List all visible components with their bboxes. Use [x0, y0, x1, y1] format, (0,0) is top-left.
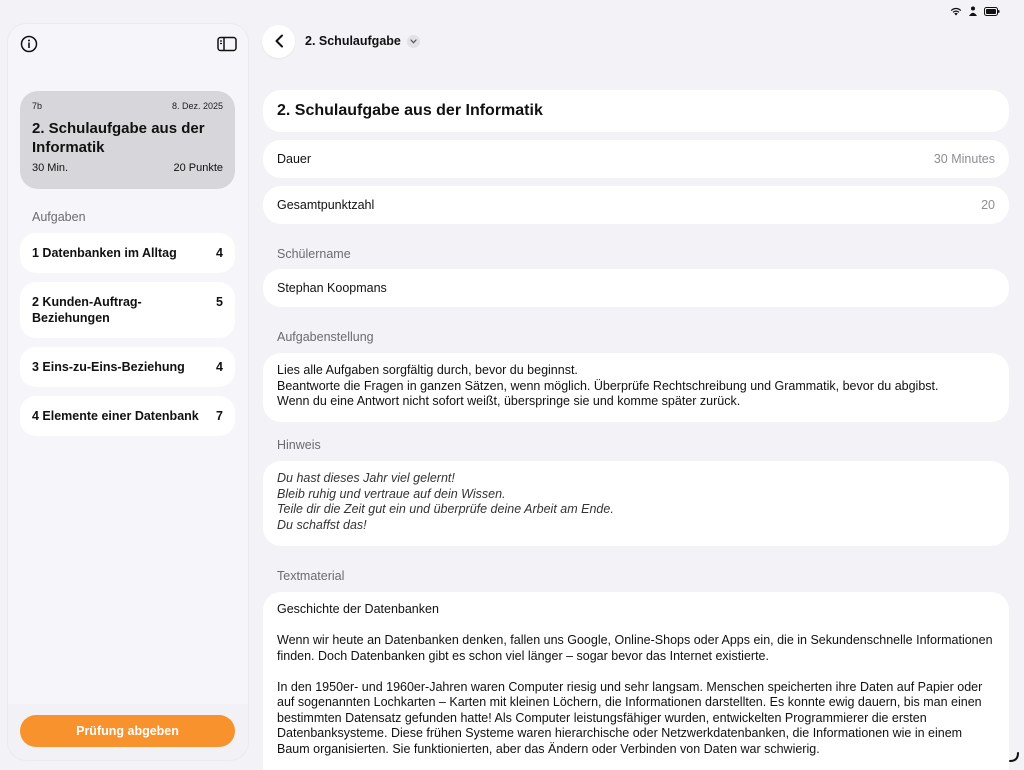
material-paragraph: In den 1950er- und 1960er-Jahren waren Computer riesig und sehr langsam. Menschen speicherten ihre Daten auf Papier oder auf sogenannten Lochkarten – Karten mit kleinen Löchern, die Informationen darstellten. Es konnte ewig dauern, bis man einen bestimmten Datensatz gefunden hatte! Als Computer leistungsfähiger wurden, entwickelten Programmierer die ersten Datenbanksysteme. Diese frühen Systeme waren hierarchische oder Netzwerkdatenbanken, die Informationen wie in einem Baum organisierten. Sie funktionierten, aber das Ändern oder Verbinden von Daten war schwierig. [277, 680, 995, 758]
duration-row [263, 140, 1009, 178]
duration-value: 30 Minutes [934, 152, 995, 166]
back-button[interactable] [262, 25, 295, 58]
instruction-line: Beantworte die Fragen in ganzen Sätzen, wenn möglich. Überprüfe Rechtschreibung und Grammatik, bevor du abgibst. [277, 379, 995, 395]
hint-line: Teile dir die Zeit gut ein und überprüfe deine Arbeit am Ende. [277, 502, 995, 518]
exam-points: 20 Punkte [173, 162, 223, 174]
wifi-icon [950, 6, 962, 16]
task-item-1[interactable] [20, 233, 235, 273]
exam-card[interactable] [20, 91, 235, 189]
task-item-3[interactable] [20, 347, 235, 387]
task-label: 2 Kunden-Auftrag-Beziehungen [32, 294, 182, 326]
instruction-line: Wenn du eine Antwort nicht sofort weißt, überspringe sie und komme später zurück. [277, 394, 995, 410]
exam-title: 2. Schulaufgabe aus der Informatik [277, 102, 543, 120]
chevron-left-icon [274, 34, 284, 48]
chevron-down-icon [410, 39, 417, 44]
points-row [263, 186, 1009, 224]
title-menu-button[interactable] [407, 35, 420, 48]
material-title: Geschichte der Datenbanken [277, 602, 995, 618]
material-section-label: Textmaterial [263, 569, 1009, 583]
student-name: Stephan Koopmans [277, 281, 387, 295]
points-label: Gesamtpunktzahl [277, 198, 374, 212]
exam-class: 7b [32, 101, 42, 111]
tasks-section-label: Aufgaben [32, 210, 86, 224]
battery-icon [984, 7, 1000, 16]
student-section-label: Schülername [263, 247, 1009, 261]
main-content [263, 90, 1009, 770]
exam-card-footer [32, 162, 223, 174]
sidebar-toggle-button[interactable] [215, 32, 239, 56]
exam-card-title: 2. Schulaufgabe aus der Informatik [32, 119, 223, 157]
task-list [20, 233, 235, 445]
info-icon [20, 35, 38, 53]
task-item-2[interactable] [20, 282, 235, 338]
instruction-line: Lies alle Aufgaben sorgfältig durch, bevor du beginnst. [277, 363, 995, 379]
task-label: 4 Elemente einer Datenbank [32, 409, 199, 423]
resize-handle-icon [1008, 751, 1020, 763]
hint-line: Du hast dieses Jahr viel gelernt! [277, 471, 995, 487]
points-value: 20 [981, 198, 995, 212]
navigation-header [262, 24, 420, 58]
hint-section-label: Hinweis [263, 438, 1009, 452]
instructions-section-label: Aufgabenstellung [263, 330, 1009, 344]
task-points: 4 [216, 360, 223, 374]
task-label: 3 Eins-zu-Eins-Beziehung [32, 360, 185, 374]
task-points: 7 [216, 409, 223, 423]
exam-card-meta [32, 101, 223, 111]
instructions-card [263, 353, 1009, 422]
material-paragraph: Wenn wir heute an Datenbanken denken, fallen uns Google, Online-Shops oder Apps ein, die in Sekundenschnelle Informationen finden. Doch Datenbanken gibt es schon viel länger – sogar bevor das Internet existierte. [277, 633, 995, 664]
sidebar-toggle-icon [217, 36, 237, 52]
header-title[interactable]: 2. Schulaufgabe [305, 34, 401, 48]
exam-duration: 30 Min. [32, 162, 68, 174]
hint-card [263, 461, 1009, 546]
task-label: 1 Datenbanken im Alltag [32, 246, 177, 260]
info-button[interactable] [17, 32, 41, 56]
submit-exam-button[interactable]: Prüfung abgeben [20, 715, 235, 747]
exam-title-card [263, 90, 1009, 132]
hint-line: Du schaffst das! [277, 518, 995, 534]
person-icon [968, 6, 978, 16]
sidebar-toolbar [20, 32, 236, 56]
task-points: 5 [216, 294, 223, 310]
task-item-4[interactable] [20, 396, 235, 436]
student-name-field[interactable] [263, 269, 1009, 307]
duration-label: Dauer [277, 152, 311, 166]
hint-line: Bleib ruhig und vertraue auf dein Wissen. [277, 487, 995, 503]
task-points: 4 [216, 246, 223, 260]
material-card[interactable] [263, 592, 1009, 770]
exam-date: 8. Dez. 2025 [172, 101, 223, 111]
sidebar [8, 24, 248, 760]
status-bar [950, 6, 1000, 16]
